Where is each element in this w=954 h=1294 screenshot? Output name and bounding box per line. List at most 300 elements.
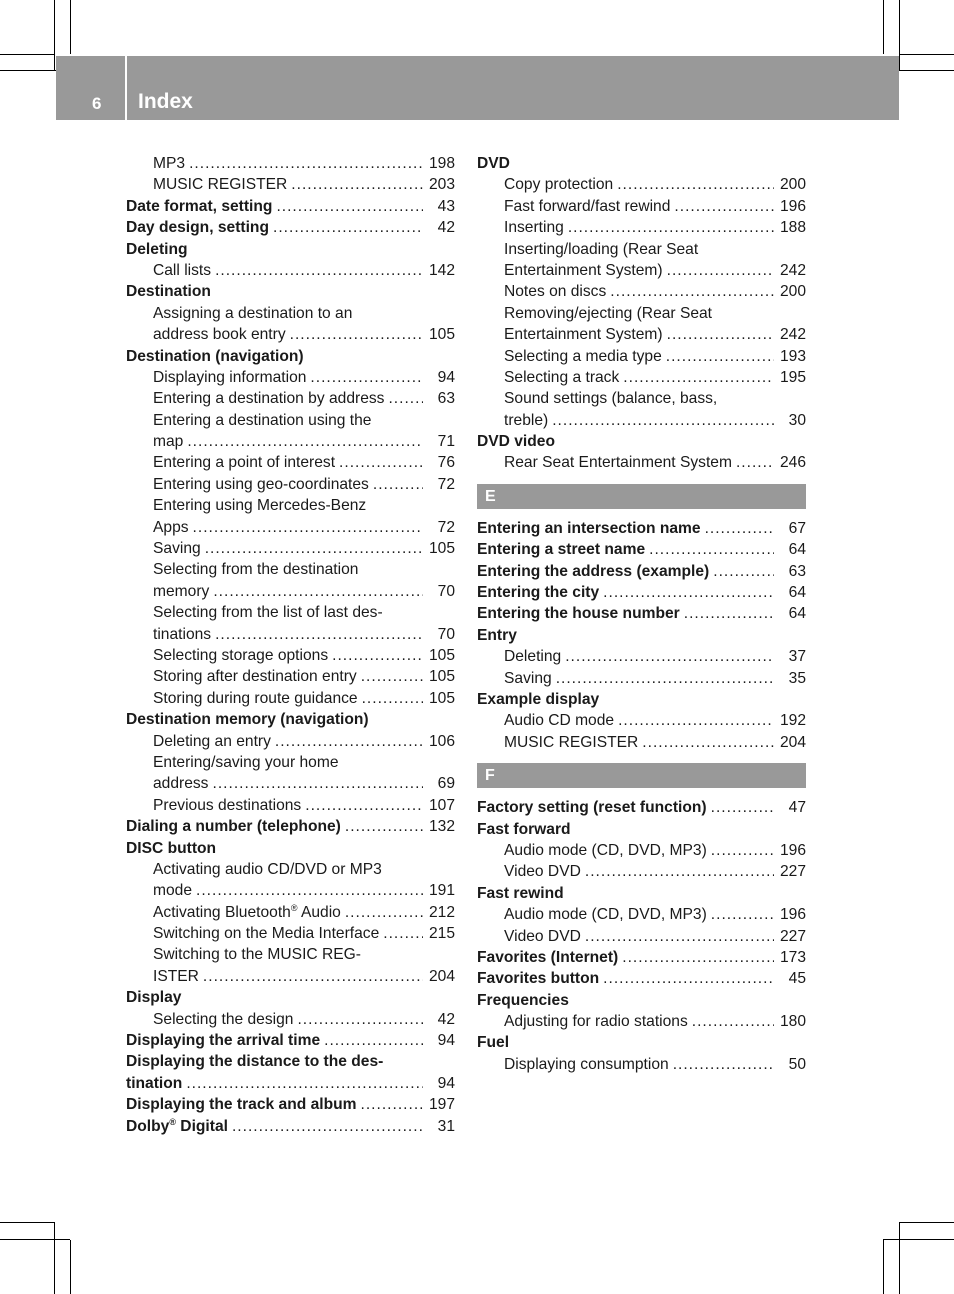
entry-text <box>477 625 517 646</box>
index-entry <box>126 838 455 859</box>
entry-label-suffix: Digital <box>175 1117 228 1135</box>
page-reference: 72 <box>437 475 455 493</box>
dot-leader <box>324 1030 423 1051</box>
crop-mark <box>883 1240 884 1294</box>
crop-mark <box>70 0 71 54</box>
entry-label: Sound settings (balance, bass, <box>504 390 718 408</box>
page-reference: 197 <box>428 1096 455 1114</box>
page-reference: 50 <box>788 1055 806 1073</box>
entry-label: Apps <box>153 518 189 536</box>
index-entry <box>477 281 806 302</box>
entry-text <box>153 602 383 623</box>
index-entry <box>126 880 455 901</box>
page-reference: 196 <box>779 197 806 215</box>
entry-label: DVD <box>477 155 510 172</box>
entry-text <box>504 367 619 388</box>
entry-text <box>153 495 366 516</box>
entry-label: Displaying consumption <box>504 1055 669 1073</box>
index-entry <box>126 923 455 944</box>
index-entry <box>477 346 806 367</box>
index-entry <box>126 410 455 431</box>
dot-leader <box>196 880 423 901</box>
index-entry <box>477 968 806 989</box>
page-reference: 227 <box>779 863 806 881</box>
dot-leader <box>215 624 423 645</box>
entry-label: Entering using Mercedes-Benz <box>153 497 367 515</box>
index-entry <box>477 452 806 473</box>
index-entry <box>477 367 806 388</box>
entry-text <box>477 819 571 840</box>
entry-label: Entertainment System) <box>504 326 663 344</box>
index-entry <box>126 816 455 837</box>
entry-label: Audio mode (CD, DVD, MP3) <box>504 906 707 924</box>
index-entry <box>126 666 455 687</box>
entry-text <box>153 303 352 324</box>
page-reference: 204 <box>779 733 806 751</box>
dot-leader <box>275 731 423 752</box>
page-reference: 195 <box>779 368 806 386</box>
index-entry <box>477 883 806 904</box>
entry-text <box>477 153 510 174</box>
index-entry <box>126 1094 455 1115</box>
entry-text <box>153 666 357 687</box>
index-entry <box>477 819 806 840</box>
index-entry <box>126 174 455 195</box>
entry-text <box>153 966 199 987</box>
dot-leader <box>305 795 423 816</box>
crop-mark <box>0 1222 54 1223</box>
entry-label: mode <box>153 882 193 900</box>
entry-text <box>153 645 328 666</box>
index-entry <box>477 260 806 281</box>
entry-label: Entering a street name <box>477 541 646 559</box>
entry-text <box>504 281 606 302</box>
index-entry <box>477 582 806 603</box>
entry-label: Entering the address (example) <box>477 562 710 580</box>
entry-text <box>477 883 564 904</box>
index-entry <box>477 1011 806 1032</box>
entry-label: Favorites button <box>477 970 600 988</box>
entry-text <box>153 731 271 752</box>
index-entry <box>477 603 806 624</box>
entry-label: Destination memory (navigation) <box>126 711 369 729</box>
entry-label: Saving <box>153 540 201 558</box>
index-entry <box>126 239 455 260</box>
dot-leader <box>552 410 774 431</box>
crop-mark <box>899 1222 900 1294</box>
entry-text <box>126 281 211 302</box>
index-entry <box>126 367 455 388</box>
index-entry <box>477 990 806 1011</box>
dot-leader <box>565 646 774 667</box>
dot-leader <box>618 710 774 731</box>
index-entry <box>477 324 806 345</box>
index-entry <box>126 217 455 238</box>
entry-label: Factory setting (reset function) <box>477 799 707 817</box>
index-entry <box>126 260 455 281</box>
page-reference: 45 <box>788 970 806 988</box>
page-reference: 64 <box>788 584 806 602</box>
entry-label: map <box>153 433 184 451</box>
entry-text <box>153 944 361 965</box>
entry-text <box>153 452 335 473</box>
index-entry <box>126 602 455 623</box>
dot-leader <box>383 923 423 944</box>
entry-label: Entering a destination using the <box>153 411 372 429</box>
index-entry <box>126 944 455 965</box>
page-reference: 105 <box>428 326 455 344</box>
page-reference: 105 <box>428 646 455 664</box>
entry-text <box>504 324 663 345</box>
page-reference: 30 <box>788 411 806 429</box>
entry-text <box>153 324 286 345</box>
entry-text <box>504 840 707 861</box>
entry-label: Entertainment System) <box>504 261 663 279</box>
index-entry <box>126 987 455 1008</box>
index-entry <box>477 840 806 861</box>
entry-text <box>477 518 701 539</box>
dot-leader <box>649 539 774 560</box>
index-entry <box>126 752 455 773</box>
dot-leader <box>213 581 423 602</box>
page-reference: 43 <box>437 197 455 215</box>
dot-leader <box>362 688 423 709</box>
dot-leader <box>212 773 423 794</box>
index-entry <box>126 153 455 174</box>
crop-mark <box>0 54 54 55</box>
entry-label: address <box>153 775 209 793</box>
index-entry <box>477 217 806 238</box>
index-entry <box>126 346 455 367</box>
entry-label: Deleting <box>126 240 188 258</box>
page-number: 6 <box>92 94 102 113</box>
dot-leader <box>667 260 774 281</box>
dot-leader <box>205 538 423 559</box>
page-reference: 203 <box>428 176 455 194</box>
entry-text <box>126 1051 383 1072</box>
entry-label: Example display <box>477 690 600 708</box>
page-reference: 188 <box>779 219 806 237</box>
entry-label: Copy protection <box>504 176 614 194</box>
index-entry <box>126 795 455 816</box>
dot-leader <box>673 1054 774 1075</box>
entry-label: Fuel <box>477 1034 510 1052</box>
entry-text <box>153 795 301 816</box>
entry-label: Rear Seat Entertainment System <box>504 454 732 472</box>
dot-leader <box>711 797 774 818</box>
entry-text <box>153 174 287 195</box>
entry-text <box>126 217 269 238</box>
entry-label: Fast forward <box>477 820 571 838</box>
page-reference: 64 <box>788 605 806 623</box>
entry-label: Inserting/loading (Rear Seat <box>504 240 699 258</box>
entry-text <box>477 582 599 603</box>
dot-leader <box>203 966 423 987</box>
dot-leader <box>585 926 774 947</box>
entry-text <box>504 196 670 217</box>
index-entry <box>477 904 806 925</box>
entry-text <box>153 431 183 452</box>
index-entry <box>477 668 806 689</box>
entry-text <box>477 990 569 1011</box>
index-entry <box>477 1032 806 1053</box>
crop-mark <box>54 0 55 70</box>
entry-label: Date format, setting <box>126 197 273 215</box>
index-entry <box>477 303 806 324</box>
entry-label: Storing after destination entry <box>153 668 357 686</box>
entry-label: Deleting <box>504 648 562 666</box>
entry-label: Dolby <box>126 1117 170 1135</box>
page-reference: 70 <box>437 582 455 600</box>
index-entry <box>126 388 455 409</box>
index-entry <box>477 710 806 731</box>
index-entry <box>126 581 455 602</box>
index-entry <box>477 732 806 753</box>
dot-leader <box>713 561 774 582</box>
entry-text <box>126 196 272 217</box>
entry-text <box>153 153 185 174</box>
index-entry <box>477 861 806 882</box>
page-reference: 107 <box>428 796 455 814</box>
page-header <box>56 56 899 120</box>
dot-leader <box>273 217 423 238</box>
dot-leader <box>189 153 423 174</box>
entry-text <box>153 367 306 388</box>
entry-text <box>126 816 341 837</box>
entry-label: tinations <box>153 625 212 643</box>
page-reference: 37 <box>788 648 806 666</box>
entry-label: Switching to the MUSIC REG- <box>153 946 361 964</box>
entry-text <box>477 689 599 710</box>
entry-label: Activating audio CD/DVD or MP3 <box>153 860 382 878</box>
entry-text <box>477 797 707 818</box>
index-entry <box>126 538 455 559</box>
page-reference: 94 <box>437 1074 455 1092</box>
entry-text <box>126 709 369 730</box>
entry-label: Selecting the design <box>153 1010 294 1028</box>
index-entry <box>477 196 806 217</box>
dot-leader <box>603 582 774 603</box>
index-entry <box>477 410 806 431</box>
entry-label: Entering a point of interest <box>153 454 336 472</box>
entry-text <box>153 517 189 538</box>
dot-leader <box>332 645 423 666</box>
entry-text <box>504 926 581 947</box>
entry-label: Audio mode (CD, DVD, MP3) <box>504 841 707 859</box>
entry-label: Entering/saving your home <box>153 753 339 771</box>
entry-text <box>126 1116 228 1137</box>
entry-text <box>153 388 384 409</box>
entry-text <box>477 431 555 452</box>
entry-text <box>504 346 662 367</box>
dot-leader <box>711 904 774 925</box>
index-entry <box>126 1073 455 1094</box>
index-entry <box>477 431 806 452</box>
entry-label: Selecting from the destination <box>153 561 359 579</box>
index-entry <box>477 518 806 539</box>
page-reference: 94 <box>437 1032 455 1050</box>
dot-leader <box>187 431 423 452</box>
entry-label: Dialing a number (telephone) <box>126 818 341 836</box>
section-header: E <box>477 484 806 509</box>
entry-label: DVD video <box>477 433 555 451</box>
entry-label: tination <box>126 1074 183 1092</box>
dot-leader <box>276 196 423 217</box>
crop-mark <box>54 1222 55 1294</box>
page-reference: 94 <box>437 368 455 386</box>
dot-leader <box>388 388 423 409</box>
index-entry <box>477 539 806 560</box>
index-entry <box>126 474 455 495</box>
index-column-left <box>126 153 455 1137</box>
page-reference: 212 <box>428 903 455 921</box>
registered-mark: ® <box>290 902 298 913</box>
dot-leader <box>373 474 423 495</box>
entry-text <box>477 947 618 968</box>
entry-label: Displaying the track and album <box>126 1096 357 1114</box>
page-reference: 191 <box>428 882 455 900</box>
entry-text <box>153 880 192 901</box>
page-reference: 72 <box>437 518 455 536</box>
entry-text <box>153 902 341 923</box>
entry-text <box>477 561 709 582</box>
entry-text <box>504 239 698 260</box>
page-reference: 31 <box>437 1117 455 1135</box>
entry-label: Displaying information <box>153 368 307 386</box>
entry-label: Entering the city <box>477 584 600 602</box>
page-reference: 70 <box>437 625 455 643</box>
entry-label: Deleting an entry <box>153 732 271 750</box>
entry-text <box>153 773 208 794</box>
entry-text <box>504 904 707 925</box>
dot-leader <box>186 1073 423 1094</box>
dot-leader <box>603 968 774 989</box>
entry-label: Selecting storage options <box>153 646 329 664</box>
entry-text <box>153 859 382 880</box>
dot-leader <box>215 260 423 281</box>
dot-leader <box>361 666 423 687</box>
index-entry <box>477 1054 806 1075</box>
page-reference: 106 <box>428 732 455 750</box>
entry-text <box>153 474 369 495</box>
page-reference: 198 <box>428 155 455 172</box>
entry-label: memory <box>153 582 210 600</box>
page-reference: 69 <box>437 775 455 793</box>
page-reference: 35 <box>788 669 806 687</box>
page-reference: 196 <box>779 906 806 924</box>
dot-leader <box>345 902 423 923</box>
index-entry <box>126 731 455 752</box>
entry-text <box>126 1030 320 1051</box>
entry-label: Previous destinations <box>153 796 302 814</box>
page-reference: 200 <box>779 283 806 301</box>
entry-text <box>504 710 614 731</box>
index-entry <box>126 624 455 645</box>
index-entry <box>477 797 806 818</box>
entry-text <box>504 452 732 473</box>
dot-leader <box>667 324 774 345</box>
entry-text <box>153 688 358 709</box>
entry-text <box>126 1073 182 1094</box>
index-entry <box>126 1051 455 1072</box>
entry-text <box>504 1011 688 1032</box>
entry-label: Assigning a destination to an <box>153 304 353 322</box>
crop-mark <box>899 1222 954 1223</box>
dot-leader <box>291 174 423 195</box>
index-entry <box>477 239 806 260</box>
entry-label: Adjusting for radio stations <box>504 1013 688 1031</box>
dot-leader <box>556 668 774 689</box>
index-entry <box>126 859 455 880</box>
entry-label: Inserting <box>504 219 564 237</box>
dot-leader <box>297 1009 423 1030</box>
dot-leader <box>642 732 774 753</box>
registered-mark: ® <box>169 1116 176 1127</box>
page-reference: 200 <box>779 176 806 194</box>
entry-text <box>153 559 358 580</box>
page-reference: 193 <box>779 347 806 365</box>
index-entry <box>126 559 455 580</box>
crop-mark <box>899 0 900 70</box>
entry-text <box>126 346 304 367</box>
page-reference: 173 <box>779 948 806 966</box>
crop-mark <box>70 1240 71 1294</box>
page-reference: 204 <box>428 967 455 985</box>
entry-text <box>126 1094 357 1115</box>
entry-label: Day design, setting <box>126 219 269 237</box>
index-entry <box>126 966 455 987</box>
page-reference: 42 <box>437 1010 455 1028</box>
page-reference: 246 <box>779 454 806 472</box>
index-entry <box>126 902 455 923</box>
index-entry <box>477 388 806 409</box>
entry-text <box>504 410 548 431</box>
index-entry <box>126 452 455 473</box>
entry-label: Entering using geo-coordinates <box>153 475 369 493</box>
entry-label: Removing/ejecting (Rear Seat <box>504 304 713 322</box>
page-reference: 67 <box>788 519 806 537</box>
entry-text <box>504 732 638 753</box>
entry-label: Destination <box>126 283 211 301</box>
dot-leader <box>617 174 774 195</box>
entry-label: Favorites (Internet) <box>477 948 619 966</box>
entry-label: MUSIC REGISTER <box>504 733 639 751</box>
dot-leader <box>623 367 774 388</box>
entry-label: MUSIC REGISTER <box>153 176 288 194</box>
entry-label: Entering an intersection name <box>477 519 701 537</box>
entry-label: MP3 <box>153 155 186 172</box>
section-header: F <box>477 763 806 788</box>
entry-text <box>477 1032 509 1053</box>
dot-leader <box>585 861 774 882</box>
index-entry <box>126 1009 455 1030</box>
index-entry <box>126 281 455 302</box>
entry-label: Display <box>126 989 182 1007</box>
entry-text <box>153 923 379 944</box>
entry-label: treble) <box>504 411 549 429</box>
page-reference: 180 <box>779 1013 806 1031</box>
page-reference: 215 <box>428 925 455 943</box>
dot-leader <box>339 452 423 473</box>
entry-text <box>504 260 663 281</box>
dot-leader <box>610 281 774 302</box>
crop-mark <box>899 54 954 55</box>
entry-text <box>477 968 599 989</box>
page-reference: 47 <box>788 799 806 817</box>
entry-label: DISC button <box>126 839 217 857</box>
dot-leader <box>711 840 774 861</box>
dot-leader <box>232 1116 423 1137</box>
